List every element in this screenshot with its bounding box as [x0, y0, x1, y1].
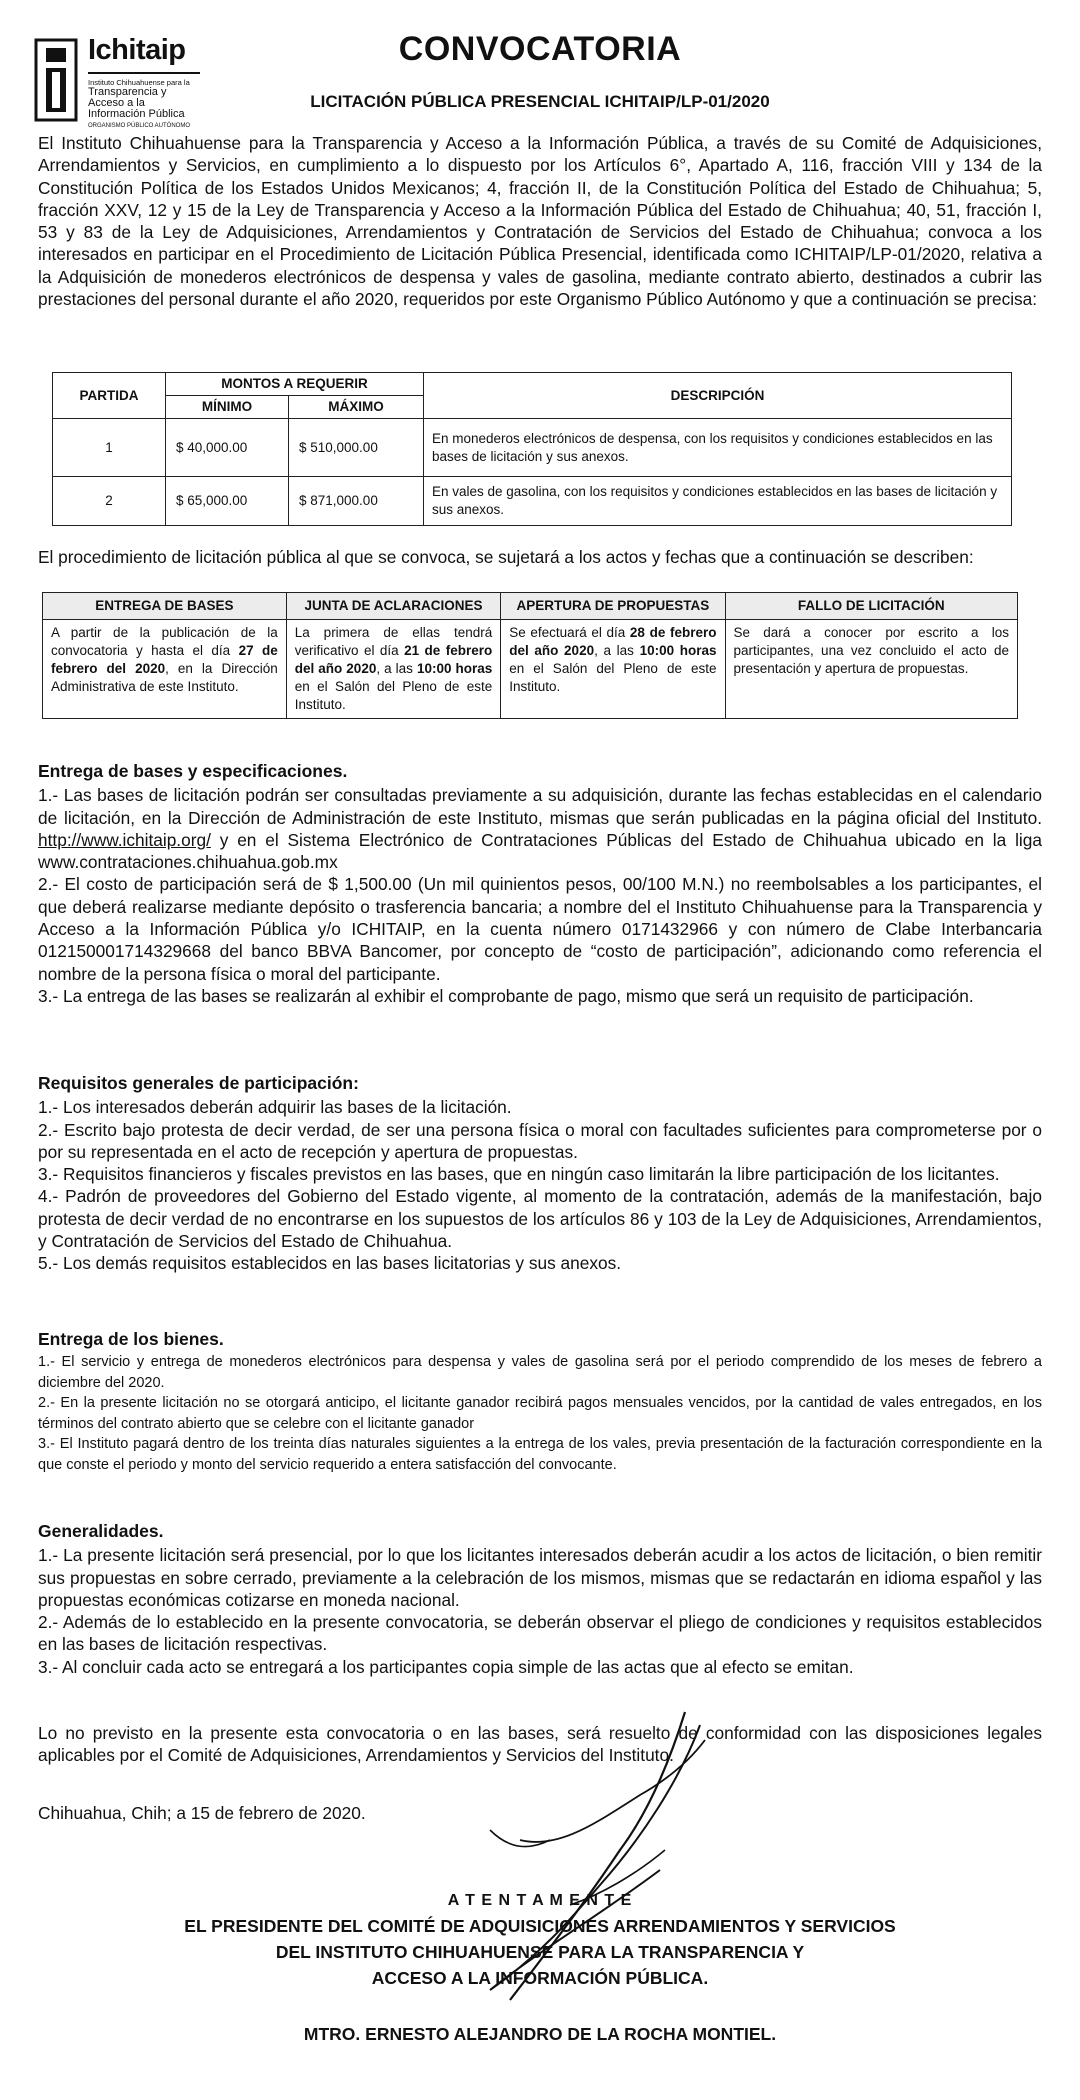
bases-item-1-text-b: y en el Sistema Electrónico de Contrataciones Públicas del Estado de Chihuahua ubicado en la liga www.contrataciones.chihuahua.gob.mx — [38, 829, 1042, 873]
signer-name: MTRO. ERNESTO ALEJANDRO DE LA ROCHA MONTIEL. — [303, 2024, 777, 2044]
cell-partida: 2 — [53, 477, 166, 526]
entrega-date: 27 de febrero del 2020 — [51, 643, 278, 676]
list-item: 1.- La presente licitación será presencial, por lo que los licitantes interesados deberán acudir a los actos de licitación, o bien remitir sus propuestas en sobre cerrado, previamente a la celebración de los mismos, mismas que se redactarán en idioma español y las propuestas económicas cotizarse en moneda nacional. — [38, 1545, 1042, 1610]
logo-line1: Instituto Chihuahuense para la — [88, 78, 190, 87]
procedure-intro-block — [38, 546, 1042, 568]
ichitaip-website-link[interactable]: http://www.ichitaip.org/ — [38, 829, 211, 850]
header-maximo: MÁXIMO — [289, 396, 424, 419]
list-item: 3.- Requisitos financieros y fiscales previstos en las bases, que en ningún caso limitarán la libre participación de los licitantes. — [38, 1164, 1000, 1185]
bases-item-1 — [38, 784, 1042, 873]
bases-item-3: 3.- La entrega de las bases se realizarán al exhibir el comprobante de pago, mismo que será un requisito de participación. — [38, 985, 974, 1006]
amounts-header-row — [53, 373, 1012, 396]
header-partida: PARTIDA — [53, 373, 166, 419]
apertura-text-c: , a las — [594, 643, 640, 658]
junta-text-e: en el Salón del Pleno de este Instituto. — [294, 679, 493, 712]
cell-maximo: $ 510,000.00 — [289, 419, 424, 477]
place-date: Chihuahua, Chih; a 15 de febrero de 2020. — [38, 1803, 366, 1823]
page-title: CONVOCATORIA — [398, 30, 682, 68]
cell-minimo: $ 65,000.00 — [166, 477, 289, 526]
cell-apertura-propuestas — [501, 620, 725, 719]
requisitos-section — [38, 1072, 1042, 1275]
list-item: 5.- Los demás requisitos establecidos en las bases licitatorias y sus anexos. — [38, 1253, 622, 1274]
list-item: 2.- Escrito bajo protesta de decir verdad, de ser una persona física o moral con facultades suficientes para comprometerse por o por su representada en el acto de recepción y apertura de propuestas. — [38, 1119, 1042, 1162]
header-apertura-propuestas: APERTURA DE PROPUESTAS — [501, 593, 725, 620]
header-minimo: MÍNIMO — [166, 396, 289, 419]
signer-title-line3: ACCESO A LA INFORMACIÓN PÚBLICA. — [371, 1968, 709, 1988]
apertura-text-e: en el Salón del Pleno de este Instituto. — [509, 661, 717, 694]
list-item: 1.- El servicio y entrega de monederos electrónicos para despensa y vales de gasolina será por el periodo comprendido de los meses de febrero a diciembre del 2020. — [38, 1354, 1042, 1391]
junta-text-a: La primera de ellas tendrá verificativo el día — [294, 625, 493, 658]
schedule-table — [42, 592, 1018, 719]
table-row — [53, 477, 1012, 526]
cell-partida: 1 — [53, 419, 166, 477]
cell-fallo-licitacion: Se dará a conocer por escrito a los participantes, una vez concluido el acto de presentación y apertura de propuestas. — [725, 620, 1018, 719]
bases-title: Entrega de bases y especificaciones. — [38, 761, 348, 781]
list-item: 2.- En la presente licitación no se otorgará anticipo, el licitante ganador recibirá pagos mensuales vencidos, por la cantidad de vales entregados, en los términos del contrato abierto que se celebre con el licitante ganador — [38, 1395, 1042, 1432]
generalidades-title: Generalidades. — [38, 1521, 164, 1541]
entrega-text-c: , en la Dirección Administrativa de este Instituto. — [51, 661, 278, 694]
list-item: 3.- Al concluir cada acto se entregará a los participantes copia simple de las actas que al efecto se emitan. — [38, 1656, 854, 1677]
header-entrega-bases: ENTREGA DE BASES — [43, 593, 287, 620]
list-item: 3.- El Instituto pagará dentro de los treinta días naturales siguientes a la entrega de los vales, previa presentación de la facturación correspondiente en la que conste el periodo y monto del servicio requerido a entera satisfacción del convocante. — [38, 1436, 1042, 1473]
signer-title-line1: EL PRESIDENTE DEL COMITÉ DE ADQUISICIONES ARRENDAMIENTOS Y SERVICIOS — [184, 1916, 896, 1936]
header-montos: MONTOS A REQUERIR — [166, 373, 424, 396]
logo-name: Ichitaip — [88, 34, 186, 66]
procedure-intro: El procedimiento de licitación pública al que se convoca, se sujetará a los actos y fechas que a continuación se describen: — [38, 547, 974, 567]
amounts-table — [52, 372, 1012, 526]
cell-descripcion: En monederos electrónicos de despensa, con los requisitos y condiciones establecidos en las bases de licitación y sus anexos. — [424, 419, 1012, 477]
junta-hour: 10:00 horas — [416, 661, 493, 676]
page-subtitle: LICITACIÓN PÚBLICA PRESENCIAL ICHITAIP/LP-01/2020 — [310, 92, 770, 111]
bienes-title: Entrega de los bienes. — [38, 1329, 224, 1349]
closing-paragraph: Lo no previsto en la presente esta convocatoria o en las bases, será resuelto de conformidad con las disposiciones legales aplicables por el Comité de Adquisiciones, Arrendamientos y Servicios del Instituto. — [38, 1723, 1042, 1766]
cell-descripcion: En vales de gasolina, con los requisitos y condiciones establecidos en las bases de licitación y sus anexos. — [424, 477, 1012, 526]
bases-item-2: 2.- El costo de participación será de $ 1,500.00 (Un mil quinientos pesos, 00/100 M.N.) no reembolsables a los participantes, el que deberá realizarse mediante depósito o trasferencia bancaria; a nombre del el Instituto Chihuahuense para la Transparencia y Acceso a la Información Pública y/o ICHITAIP, en la cuenta número 0171432966 y con número de Clabe Interbancaria 012150001714329668 del banco BBVA Bancomer, por concepto de “costo de participación”, adicionando como referencia el nombre de la persona física o moral del participante. — [38, 874, 1042, 984]
logo-rule — [88, 72, 200, 74]
apertura-text-a: Se efectuará el día — [509, 625, 630, 640]
signer-title-line2: DEL INSTITUTO CHIHUAHUENSE PARA LA TRANSPARENCIA Y — [275, 1942, 805, 1962]
intro-paragraph: El Instituto Chihuahuense para la Transparencia y Acceso a la Información Pública, a través de su Comité de Adquisiciones, Arrendamientos y Servicios, en cumplimiento a lo dispuesto por los Artículos 6°, Apartado A, 116, fracción VIII y 134 de la Constitución Política de los Estados Unidos Mexicanos; 4, fracción II, de la Constitución Política del Estado de Chihuahua; 5, fracción XXV, 12 y 15 de la Ley de Transparencia y Acceso a la Información Pública del Estado de Chihuahua; 40, 51, fracción I, 53 y 83 de la Ley de Adquisiciones, Arrendamientos y Contratación de Servicios del Estado de Chihuahua; convoca a los interesados en participar en el Procedimiento de Licitación Pública Presencial, identificada como ICHITAIP/LP-01/2020, relativa a la Adquisición de monederos electrónicos de despensa y vales de gasolina, mediante contrato abierto, destinados a cubrir las prestaciones del personal durante el año 2020, requeridos por este Organismo Público Autónomo y que a continuación se precisa: — [38, 133, 1042, 310]
logo-line5: ORGANISMO PÚBLICO AUTÓNOMO — [88, 123, 191, 129]
logo-line2: Transparencia y — [88, 86, 167, 98]
atentamente: A T E N T A M E N T E — [447, 1892, 633, 1909]
header-fallo-licitacion: FALLO DE LICITACIÓN — [725, 593, 1018, 620]
header-descripcion: DESCRIPCIÓN — [424, 373, 1012, 419]
logo-line3: Acceso a la — [88, 97, 145, 109]
table-row — [43, 620, 1018, 719]
requisitos-title: Requisitos generales de participación: — [38, 1073, 359, 1093]
cell-minimo: $ 40,000.00 — [166, 419, 289, 477]
generalidades-section — [38, 1520, 1042, 1678]
intro-block — [38, 132, 1042, 310]
list-item: 1.- Los interesados deberán adquirir las bases de la licitación. — [38, 1097, 512, 1118]
cell-junta-aclaraciones — [286, 620, 501, 719]
apertura-hour: 10:00 horas — [639, 643, 717, 658]
table-row — [53, 419, 1012, 477]
list-item: 4.- Padrón de proveedores del Gobierno del Estado vigente, al momento de la contratación, además de la manifestación, bajo protesta de decir verdad de no encontrarse en los supuestos de los artículos 86 y 103 de la Ley de Adquisiciones, Arrendamientos, y Contratación de Servicios del Estado de Chihuahua. — [38, 1186, 1042, 1252]
header-junta-aclaraciones: JUNTA DE ACLARACIONES — [286, 593, 501, 620]
junta-text-c: , a las — [376, 661, 417, 676]
apertura-date: 28 de febrero del año 2020 — [509, 625, 717, 658]
bases-section — [38, 760, 1042, 1007]
bienes-section — [38, 1328, 1042, 1475]
logo-line4: Información Pública — [88, 108, 185, 120]
entrega-text-a: A partir de la publicación de la convocatoria y hasta el día — [51, 625, 278, 658]
cell-maximo: $ 871,000.00 — [289, 477, 424, 526]
list-item: 2.- Además de lo establecido en la presente convocatoria, se deberán observar el pliego de condiciones y requisitos establecidos en las bases de licitación respectivas. — [38, 1612, 1042, 1655]
schedule-header-row — [43, 593, 1018, 620]
cell-entrega-bases — [43, 620, 287, 719]
junta-date: 21 de febrero del año 2020 — [294, 643, 493, 676]
bases-item-1-text: 1.- Las bases de licitación podrán ser consultadas previamente a su adquisición, durante las fechas establecidas en el calendario de licitación, en la Dirección de Administración de este Instituto, mismas que serán publicadas en la página oficial del Instituto. — [38, 785, 1042, 828]
